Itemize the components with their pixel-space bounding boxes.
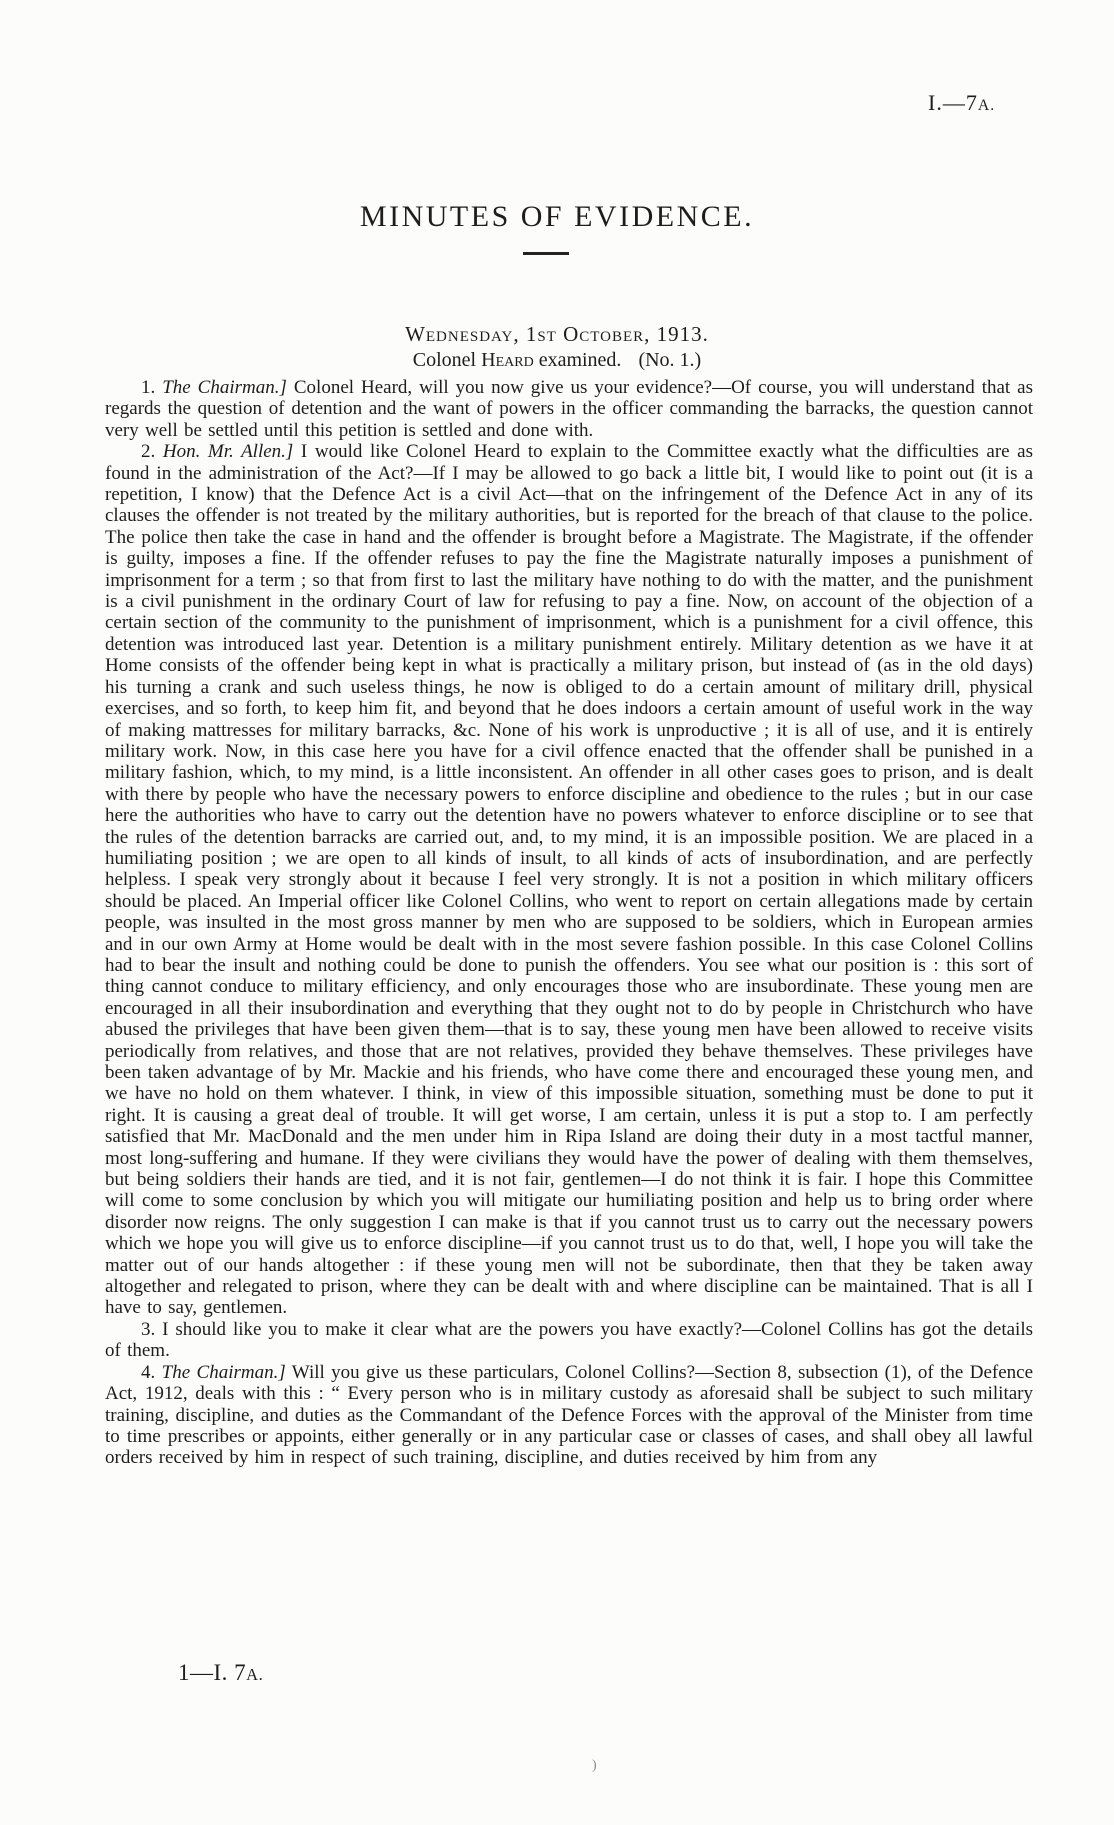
footer-signature-suffix: A. bbox=[246, 1665, 264, 1684]
session-date: Wednesday, 1st October, 1913. bbox=[405, 322, 709, 346]
footer-signature-main: 1—I. 7 bbox=[178, 1660, 247, 1685]
paragraph-text: Colonel Heard, will you now give us your evidence?—Of course, you will understand that as regards the question of detention and the want of powers in the officer commanding the barracks, the question cannot very well be settled until this petition is settled and done with. bbox=[105, 377, 1033, 441]
speaker-name: The Chairman.] bbox=[162, 377, 287, 398]
witness-number: (No. 1.) bbox=[638, 349, 702, 371]
paragraph-number: 2. bbox=[141, 441, 156, 463]
page-reference-label bbox=[928, 90, 995, 116]
paragraph-number: 3. bbox=[141, 1318, 156, 1340]
paragraph-text: I would like Colonel Heard to explain to the Committee exactly what the difficulties are as found in the administration of the Act?—If I may be allowed to go back a little bit, I would like to point out (it is a repetition, I know) that the Defence Act is a civil Act—that on the infringement of the Defence Act in any of its clauses the offender is not treated by the military authorities, but is reported for the breach of that clause to the police. The police then take the case in hand and the offender is brought before a Magistrate. The Magistrate, if the offender is guilty, imposes a fine. If the offender refuses to pay the fine the Magistrate naturally imposes a punishment of imprisonment for a term ; so that from first to last the military have nothing to do with the matter, and the punishment is a civil punishment in the ordinary Court of law for refusing to pay a fine. Now, on account of the objection of a certain section of the community to the punishment of imprisonment, which is a punishment for a civil offence, this detention was introduced last year. Detention is a military punishment entirely. Military detention as we have it at Home consists of the offender being kept in what is practically a military prison, but instead of (as in the old days) his turning a crank and such useless things, he now is obliged to do a certain amount of military drill, physical exercises, and so forth, to keep him fit, and beyond that he does indoors a certain amount of useful work in the way of making mattresses for military barracks, &c. None of his work is unproductive ; it is all of use, and it is entirely military work. Now, in this case here you have for a civil offence enacted that the offender shall be punished in a military fashion, which, to my mind, is a little inconsistent. An offender in all other cases goes to prison, and is dealt with there by people who have the necessary powers to enforce discipline and obedience to the rules ; but in our case here the authorities who have to carry out the detention have no powers whatever to enforce discipline or to see that the rules of the detention barracks are carried out, and, to my mind, it is an impossible position. We are placed in a humiliating position ; we are open to all kinds of insult, to all kinds of acts of insubordination, and are perfectly helpless. I speak very strongly about it because I feel very strongly. It is not a position in which military officers should be placed. An Imperial officer like Colonel Collins, who went to report on certain allegations made by certain people, was insulted in the most gross manner by men who are supposed to be soldiers, which in European armies and in our own Army at Home would be dealt with in the most severe fashion possible. In this case Colonel Collins had to bear the insult and nothing could be done to punish the offenders. You see what our position is : this sort of thing cannot conduce to military efficiency, and only encourages those who are insubordinate. These young men are encouraged in all their insubordination and everything that they ought not to do by people in Christchurch who have abused the privileges that have been given them—that is to say, these young men have been allowed to receive visits periodically from relatives, and those that are not relatives, provided they behave themselves. These privileges have been taken advantage of by Mr. Mackie and his friends, who have come there and encouraged these young men, and we have no hold on them whatever. I think, in view of this impossible situation, something must be done to put it right. It is causing a great deal of trouble. It will get worse, I am certain, unless it is put a stop to. I am perfectly satisfied that Mr. MacDonald and the men under him in Ripa Island are doing their duty in a most tactful manner, most long-suffering and humane. If they were civilians they would have the power of dealing with them themselves, but being soldiers their hands are tied, and it is not fair, gentlemen—I do not think it is fair. I hope this Committee will come to some conclusion by which you will mitigate our humiliating position and help us to bring order where disorder now reigns. The only suggestion I can make is that if you cannot trust us to carry out the necessary powers which we hope you will give us to enforce discipline—if you cannot trust us to do that, well, I hope you will take the matter out of our hands altogether : if these young men will not be subordinate, then that they be taken away altogether and relegated to prison, where they can be dealt with and where discipline can be maintained. That is all I have to say, gentlemen. bbox=[105, 441, 1034, 1319]
paragraph-number: 4. bbox=[141, 1361, 156, 1383]
paragraph-text: I should like you to make it clear what are the powers you have exactly?—Colonel Collins has got the details of them. bbox=[105, 1318, 1034, 1362]
print-artifact-mark: ) bbox=[592, 1758, 597, 1773]
witness-name: Heard bbox=[481, 349, 534, 371]
witness-examined-line bbox=[0, 349, 1114, 372]
paragraph-text: Will you give us these particulars, Colonel Collins?—Section 8, subsection (1), of the Defence Act, 1912, deals with this : “ Every person who is in military custody as aforesaid shall be subject to such military training, discipline, and duties as the Commandant of the Defence Forces with the approval of the Minister from time to time prescribes or appoints, either generally or in any particular case or classes of cases, and shall obey all lawful orders received by him in respect of such training, discipline, and duties received by him from any bbox=[105, 1361, 1033, 1469]
witness-prefix: Colonel bbox=[412, 349, 477, 371]
testimony-body bbox=[105, 377, 1033, 1469]
paragraph bbox=[105, 377, 1033, 441]
title-divider-rule bbox=[523, 252, 569, 255]
speaker-name: The Chairman.] bbox=[161, 1361, 286, 1383]
document-title: MINUTES OF EVIDENCE. bbox=[359, 200, 755, 233]
page-reference-suffix: A. bbox=[977, 97, 996, 114]
witness-examined-word: examined. bbox=[538, 349, 622, 371]
page-reference-main: I.—7 bbox=[928, 90, 978, 115]
paragraph bbox=[105, 1319, 1033, 1362]
paragraph bbox=[105, 441, 1033, 1319]
paragraph-number: 1. bbox=[141, 377, 156, 398]
speaker-name: Hon. Mr. Allen.] bbox=[162, 441, 294, 463]
footer-signature bbox=[178, 1660, 263, 1686]
paragraph bbox=[105, 1362, 1033, 1469]
